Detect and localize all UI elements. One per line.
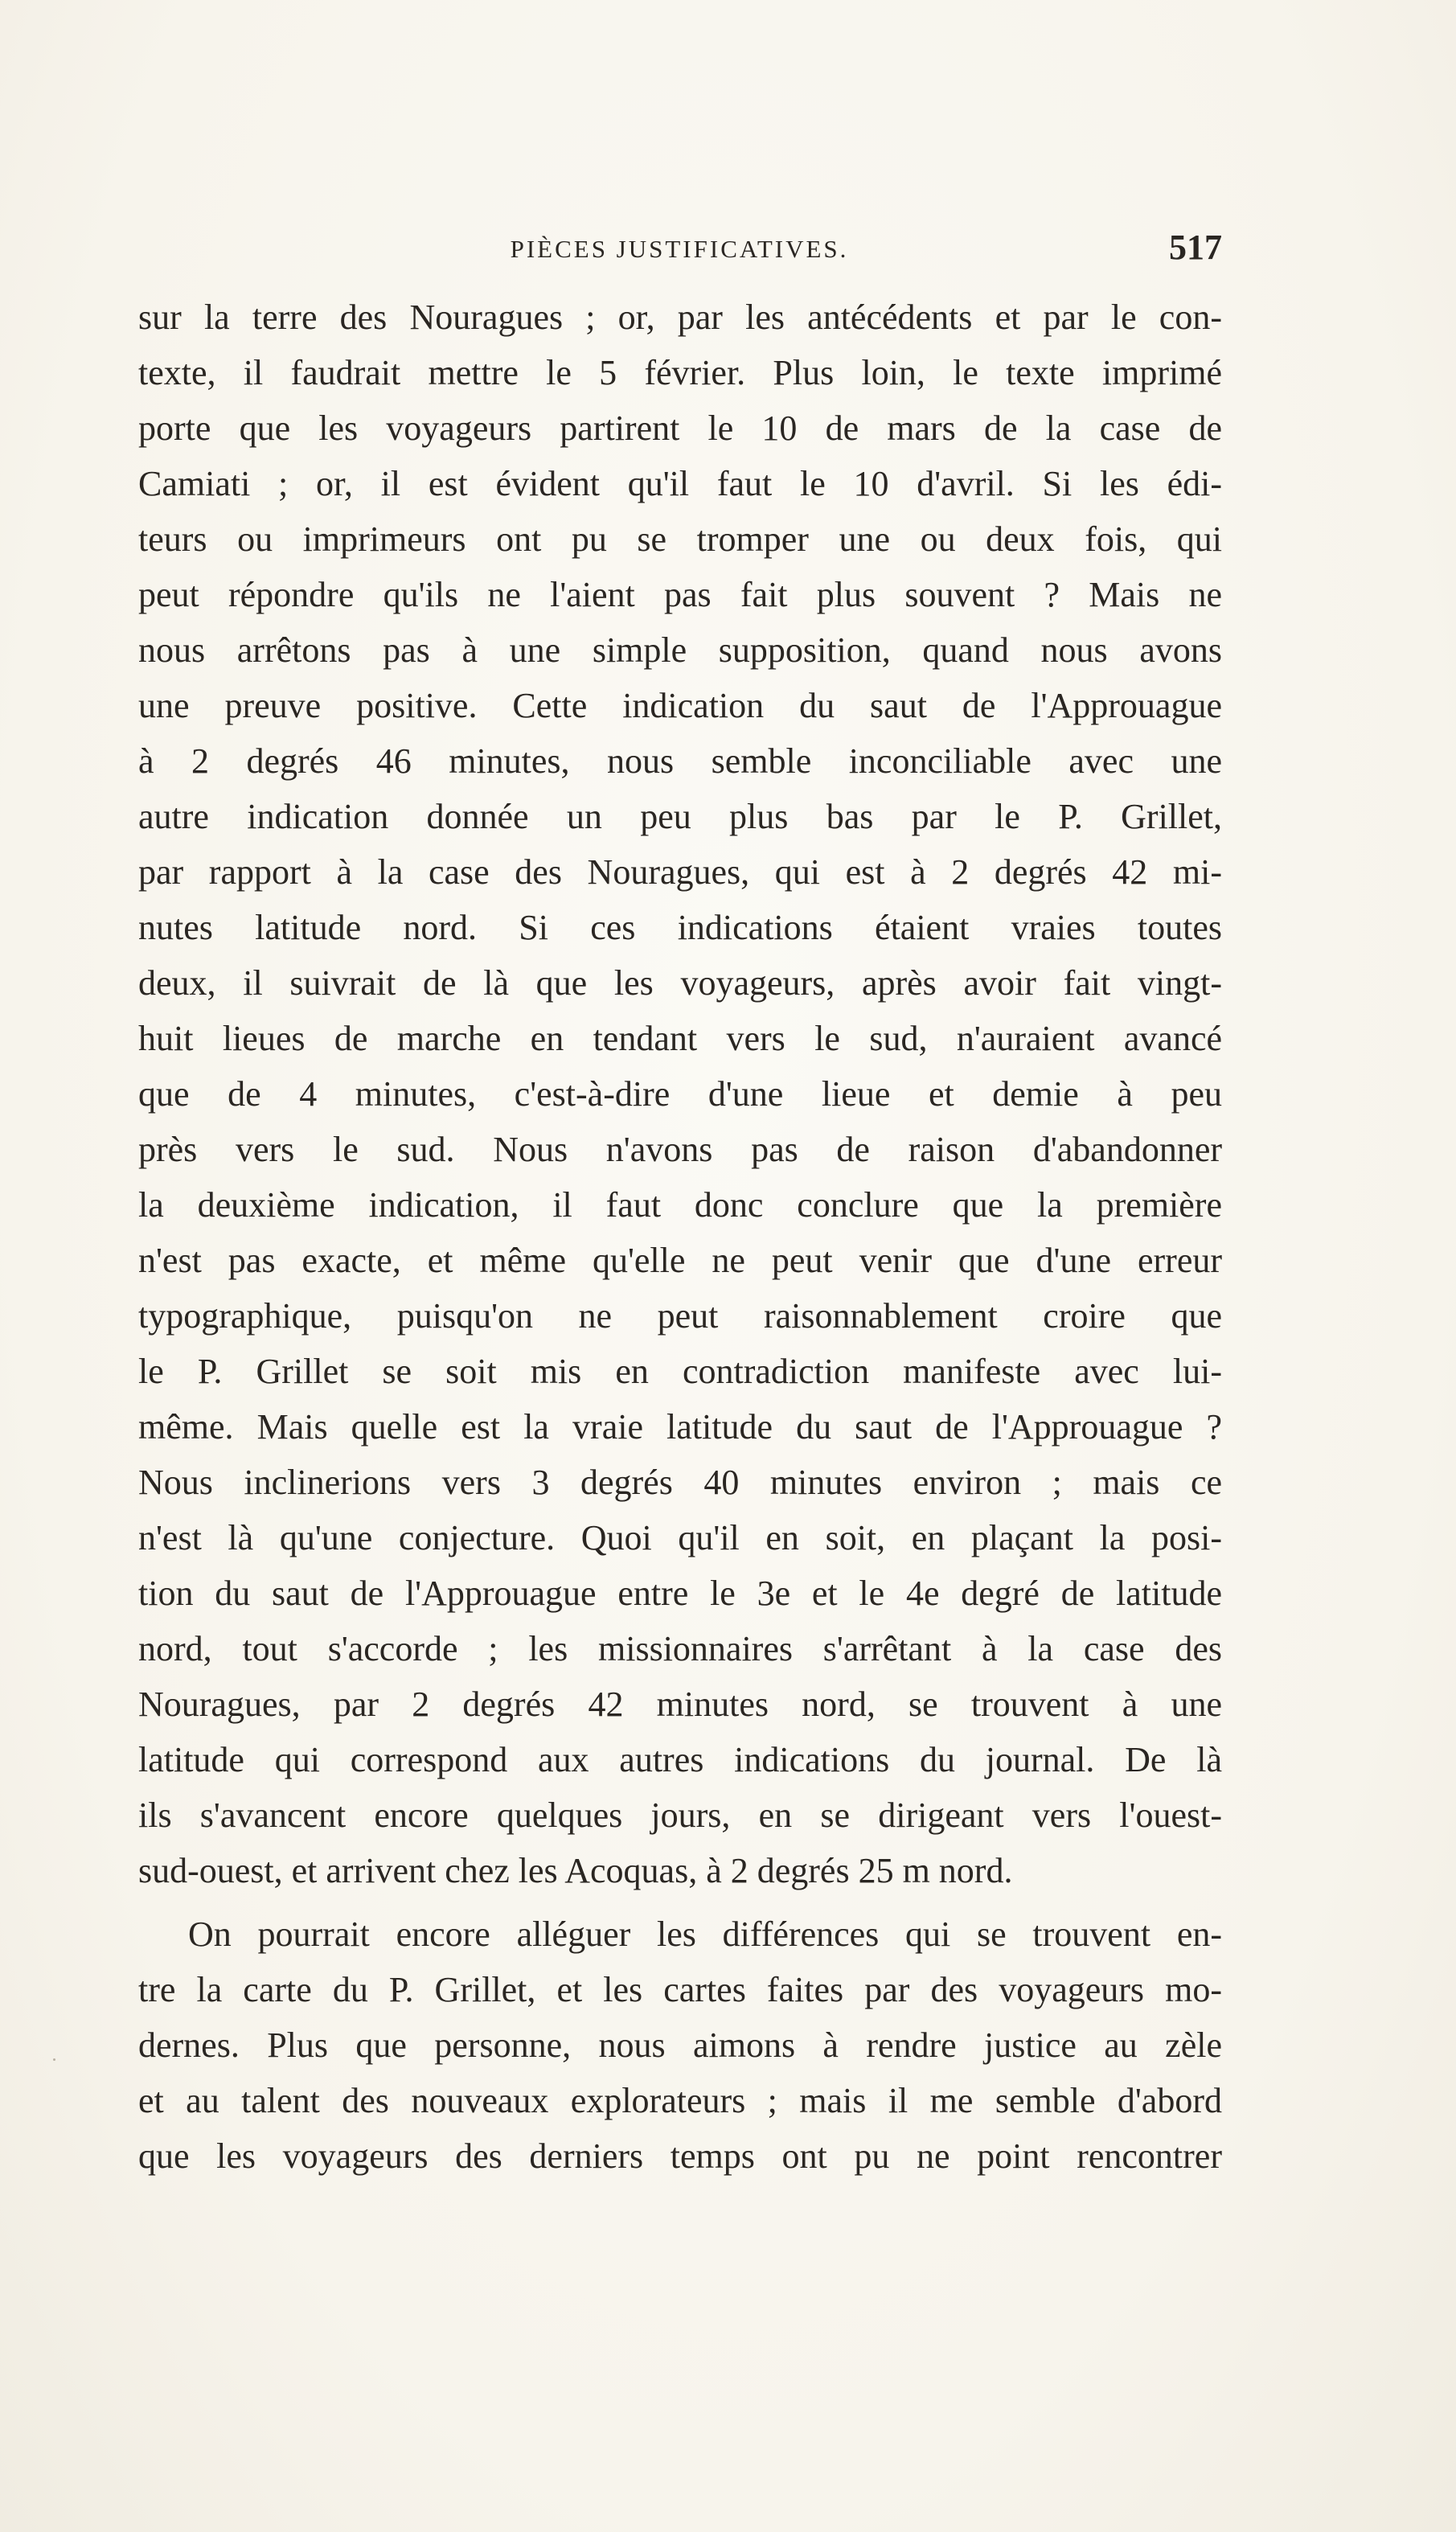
text-line: sud-ouest, et arrivent chez les Acoquas, à 2 degrés 25 m nord. <box>138 1851 1013 1890</box>
text-line: que de 4 minutes, c'est-à-dire d'une lieue et demie à peu <box>138 1074 1222 1114</box>
running-title: PIÈCES JUSTIFICATIVES. <box>510 235 849 263</box>
text-line: à 2 degrés 46 minutes, nous semble inconciliable avec une <box>138 741 1222 781</box>
text-line: Nouragues, par 2 degrés 42 minutes nord, se trouvent à une <box>138 1685 1222 1724</box>
paragraph-2 <box>138 1906 1222 2184</box>
text-line: que les voyageurs des derniers temps ont pu ne point rencontrer <box>138 2136 1222 2176</box>
text-line: latitude qui correspond aux autres indications du journal. De là <box>138 1740 1222 1779</box>
text-line: autre indication donnée un peu plus bas par le P. Grillet, <box>138 797 1222 836</box>
text-line: typographique, puisqu'on ne peut raisonnablement croire que <box>138 1296 1222 1336</box>
text-line: par rapport à la case des Nouragues, qui est à 2 degrés 42 mi- <box>138 852 1222 892</box>
text-line: nous arrêtons pas à une simple supposition, quand nous avons <box>138 630 1222 670</box>
text-line: une preuve positive. Cette indication du saut de l'Approuague <box>138 686 1222 725</box>
text-line: près vers le sud. Nous n'avons pas de raison d'abandonner <box>138 1130 1222 1169</box>
text-line: même. Mais quelle est la vraie latitude du saut de l'Approuague ? <box>138 1407 1222 1447</box>
text-line: Camiati ; or, il est évident qu'il faut le 10 d'avril. Si les édi- <box>138 464 1222 503</box>
running-head <box>137 227 1222 267</box>
text-line: deux, il suivrait de là que les voyageurs, après avoir fait vingt- <box>138 963 1222 1003</box>
paper-speck <box>53 2058 55 2061</box>
text-line: n'est pas exacte, et même qu'elle ne peut venir que d'une erreur <box>138 1241 1222 1280</box>
text-line: texte, il faudrait mettre le 5 février. Plus loin, le texte imprimé <box>138 353 1222 392</box>
text-line: ils s'avancent encore quelques jours, en se dirigeant vers l'ouest- <box>138 1795 1222 1835</box>
body-text <box>138 289 1222 2184</box>
text-line: nord, tout s'accorde ; les missionnaires s'arrêtant à la case des <box>138 1629 1222 1668</box>
text-line: peut répondre qu'ils ne l'aient pas fait plus souvent ? Mais ne <box>138 575 1222 614</box>
text-line: huit lieues de marche en tendant vers le sud, n'auraient avancé <box>138 1019 1222 1058</box>
text-line: porte que les voyageurs partirent le 10 de mars de la case de <box>138 408 1222 448</box>
text-line: sur la terre des Nouragues ; or, par les antécédents et par le con- <box>138 298 1222 337</box>
text-line: et au talent des nouveaux explorateurs ; mais il me semble d'abord <box>138 2081 1222 2120</box>
text-line: nutes latitude nord. Si ces indications étaient vraies toutes <box>138 908 1222 947</box>
paragraph-1 <box>138 289 1222 1898</box>
text-line: On pourrait encore alléguer les différences qui se trouvent en- <box>188 1914 1222 1954</box>
text-line: n'est là qu'une conjecture. Quoi qu'il en soit, en plaçant la posi- <box>138 1518 1222 1557</box>
page-number: 517 <box>1169 228 1222 267</box>
paragraph-gap <box>138 1898 1222 1906</box>
text-line: teurs ou imprimeurs ont pu se tromper une ou deux fois, qui <box>138 519 1222 559</box>
text-line: tre la carte du P. Grillet, et les cartes faites par des voyageurs mo- <box>138 1970 1222 2009</box>
text-line: dernes. Plus que personne, nous aimons à rendre justice au zèle <box>138 2025 1222 2065</box>
text-line: le P. Grillet se soit mis en contradiction manifeste avec lui- <box>138 1352 1222 1391</box>
text-line: la deuxième indication, il faut donc conclure que la première <box>138 1185 1222 1225</box>
text-line: Nous inclinerions vers 3 degrés 40 minutes environ ; mais ce <box>138 1463 1222 1502</box>
text-line: tion du saut de l'Approuague entre le 3e et le 4e degré de latitude <box>138 1574 1222 1613</box>
